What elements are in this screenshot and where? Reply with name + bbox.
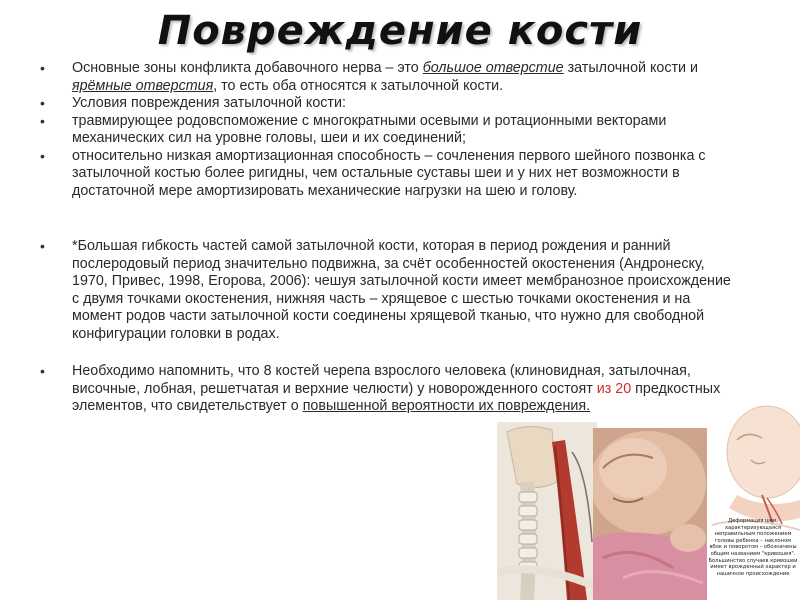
neck-anatomy-image [497, 422, 597, 600]
bullet-conflict-zones [40, 60, 740, 95]
increased-risk-link[interactable]: повышенной вероятности их повреждения. [302, 398, 591, 414]
highlight-from-20: из 20 [596, 380, 632, 397]
page-title: Повреждение кости [157, 8, 643, 54]
image-caption: Деформация шеи, характеризующаяся неправильным положением головы ребенка – наклоном вбок и поворотом – обозначены общим названием "кривошея". Большинство случаев кривошеи имеет врожденный характер и нашичное происхождение [708, 518, 798, 577]
text-content [40, 60, 740, 416]
bullet-conditions: • Условия повреждения затылочной кости: [40, 95, 740, 113]
neck-anatomy-illustration [497, 422, 597, 600]
bullet-low-damping: • относительно низкая амортизационная способность – сочленения первого шейного позвонка с затылочной костью более ригидны, чем остальные суставы шеи и у них нет возможности в достаточной мере амортизировать механические нагрузки на шею и голову. [40, 148, 740, 201]
bullet-5-text: *Большая гибкость частей самой затылочной кости, которая в период рождения и ранний послеродовый период значительно подвижна, за счёт особенностей окостенения (Андронеску, 1970, Привес, 1998, Егорова, 2006): чешуя затылочной кости имеет мембранозное происхождение с двумя точками окостенения, нижняя часть – хрящевое с шестью точками окостенения и на момент родов части затылочной кости соединены хрящевой тканью, что нужно для свободной конфигурации головки в родах. [72, 238, 731, 342]
bullet-traumatic-delivery: • травмирующее родовспоможение с многократными осевыми и ротационными векторами механических сил на уровне головы, шеи и их соединений; [40, 113, 740, 148]
bullet-flexibility [40, 238, 740, 343]
foramen-magnum-link[interactable]: большое отверстие [422, 60, 564, 76]
newborn-photo [593, 428, 718, 600]
bullet-1-mid: затылочной кости и [563, 60, 698, 76]
bullet-1-pre: Основные зоны конфликта добавочного нерва – это [72, 60, 423, 76]
jugular-foramina-link[interactable]: ярёмные отверстия [72, 77, 214, 94]
bullet-6-mid: предкостных элементов, что свидетельствует о [72, 380, 721, 414]
bullet-6-pre: Необходимо напомнить, что 8 костей черепа взрослого человека (клиновидная, затылочная, височные, лобная, решетчатая и верхние челюсти) у новорожденного состоят [72, 363, 691, 397]
bullet-list [40, 60, 740, 416]
newborn-baby-photo [593, 428, 718, 600]
bullet-1-post: , то есть оба относятся к затылочной кости. [213, 77, 504, 94]
